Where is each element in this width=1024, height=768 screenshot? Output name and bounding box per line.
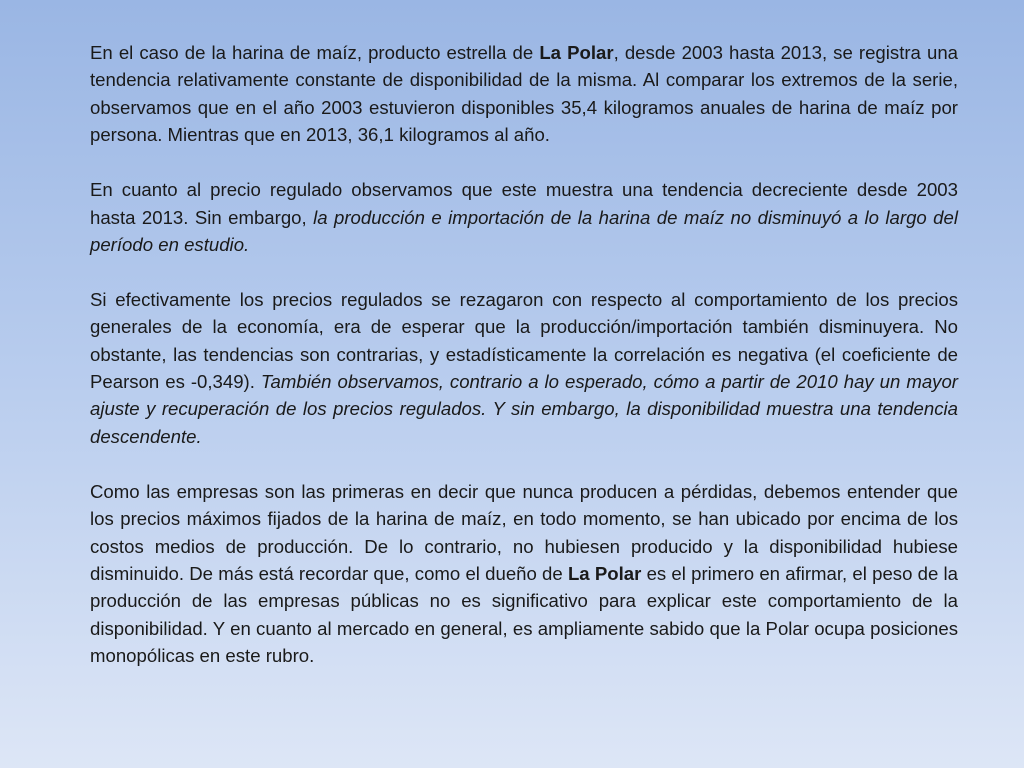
- paragraph-1-text-c: , desde 2003 hasta 2013, se registra una tendencia relativamente constante de disponibilidad de la misma. Al comparar los extremos de la serie, observamos que en el año 2003 estuvieron disponibles 35,4 kilogramos anuales de harina de maíz por persona. Mientras que en 2013, 36,1 kilogramos al año.: [90, 42, 959, 146]
- paragraph-3-emphasis: También observamos, contrario a lo esperado, cómo a partir de 2010 hay un mayor ajuste y recuperación de los precios regulados. Y sin embargo, la disponibilidad muestra una tendencia descendente.: [90, 371, 958, 447]
- paragraph-4-text-a: Como las empresas son las primeras en decir que nunca producen a pérdidas, debemos entender que los precios máximos fijados de la harina de maíz, en todo momento, se han ubicado por encima de los costos medios de producción. De lo contrario, no hubiesen producido y la disponibilidad hubiese disminuido. De más está recordar que, como el dueño de: [90, 480, 958, 584]
- paragraph-4-text-c: es el primero en afirmar, el peso de la producción de las empresas públicas no es significativo para explicar este comportamiento de la disponibilidad. Y en cuanto al mercado en general, es ampliamente sabido que la Polar ocupa posiciones monopólicas en este rubro.: [90, 563, 959, 667]
- paragraph-2-text-a: En cuanto al precio regulado observamos que este muestra una tendencia decreciente desde 2003 hasta 2013. Sin embargo,: [90, 179, 958, 228]
- paragraph-3-text-a: Si efectivamente los precios regulados se rezagaron con respecto al comportamiento de los precios generales de la economía, era de esperar que la producción/importación también disminuyera. No obstante, las tendencias son contrarias, y estadísticamente la correlación es negativa (el coeficiente de Pearson es -0,349).: [90, 288, 958, 393]
- paragraph-empresas: [90, 478, 958, 670]
- paragraph-harina-disponibilidad: [90, 39, 958, 149]
- brand-la-polar: La Polar: [539, 42, 614, 63]
- paragraph-2-emphasis: la producción e importación de la harina de maíz no disminuyó a lo largo del período en estudio.: [90, 206, 958, 255]
- slide-body: [90, 39, 958, 697]
- paragraph-correlacion: [90, 286, 958, 450]
- paragraph-precio-regulado: [90, 176, 958, 258]
- brand-la-polar: La Polar: [567, 563, 642, 584]
- paragraph-1-text-a: En el caso de la harina de maíz, producto estrella de: [90, 42, 540, 63]
